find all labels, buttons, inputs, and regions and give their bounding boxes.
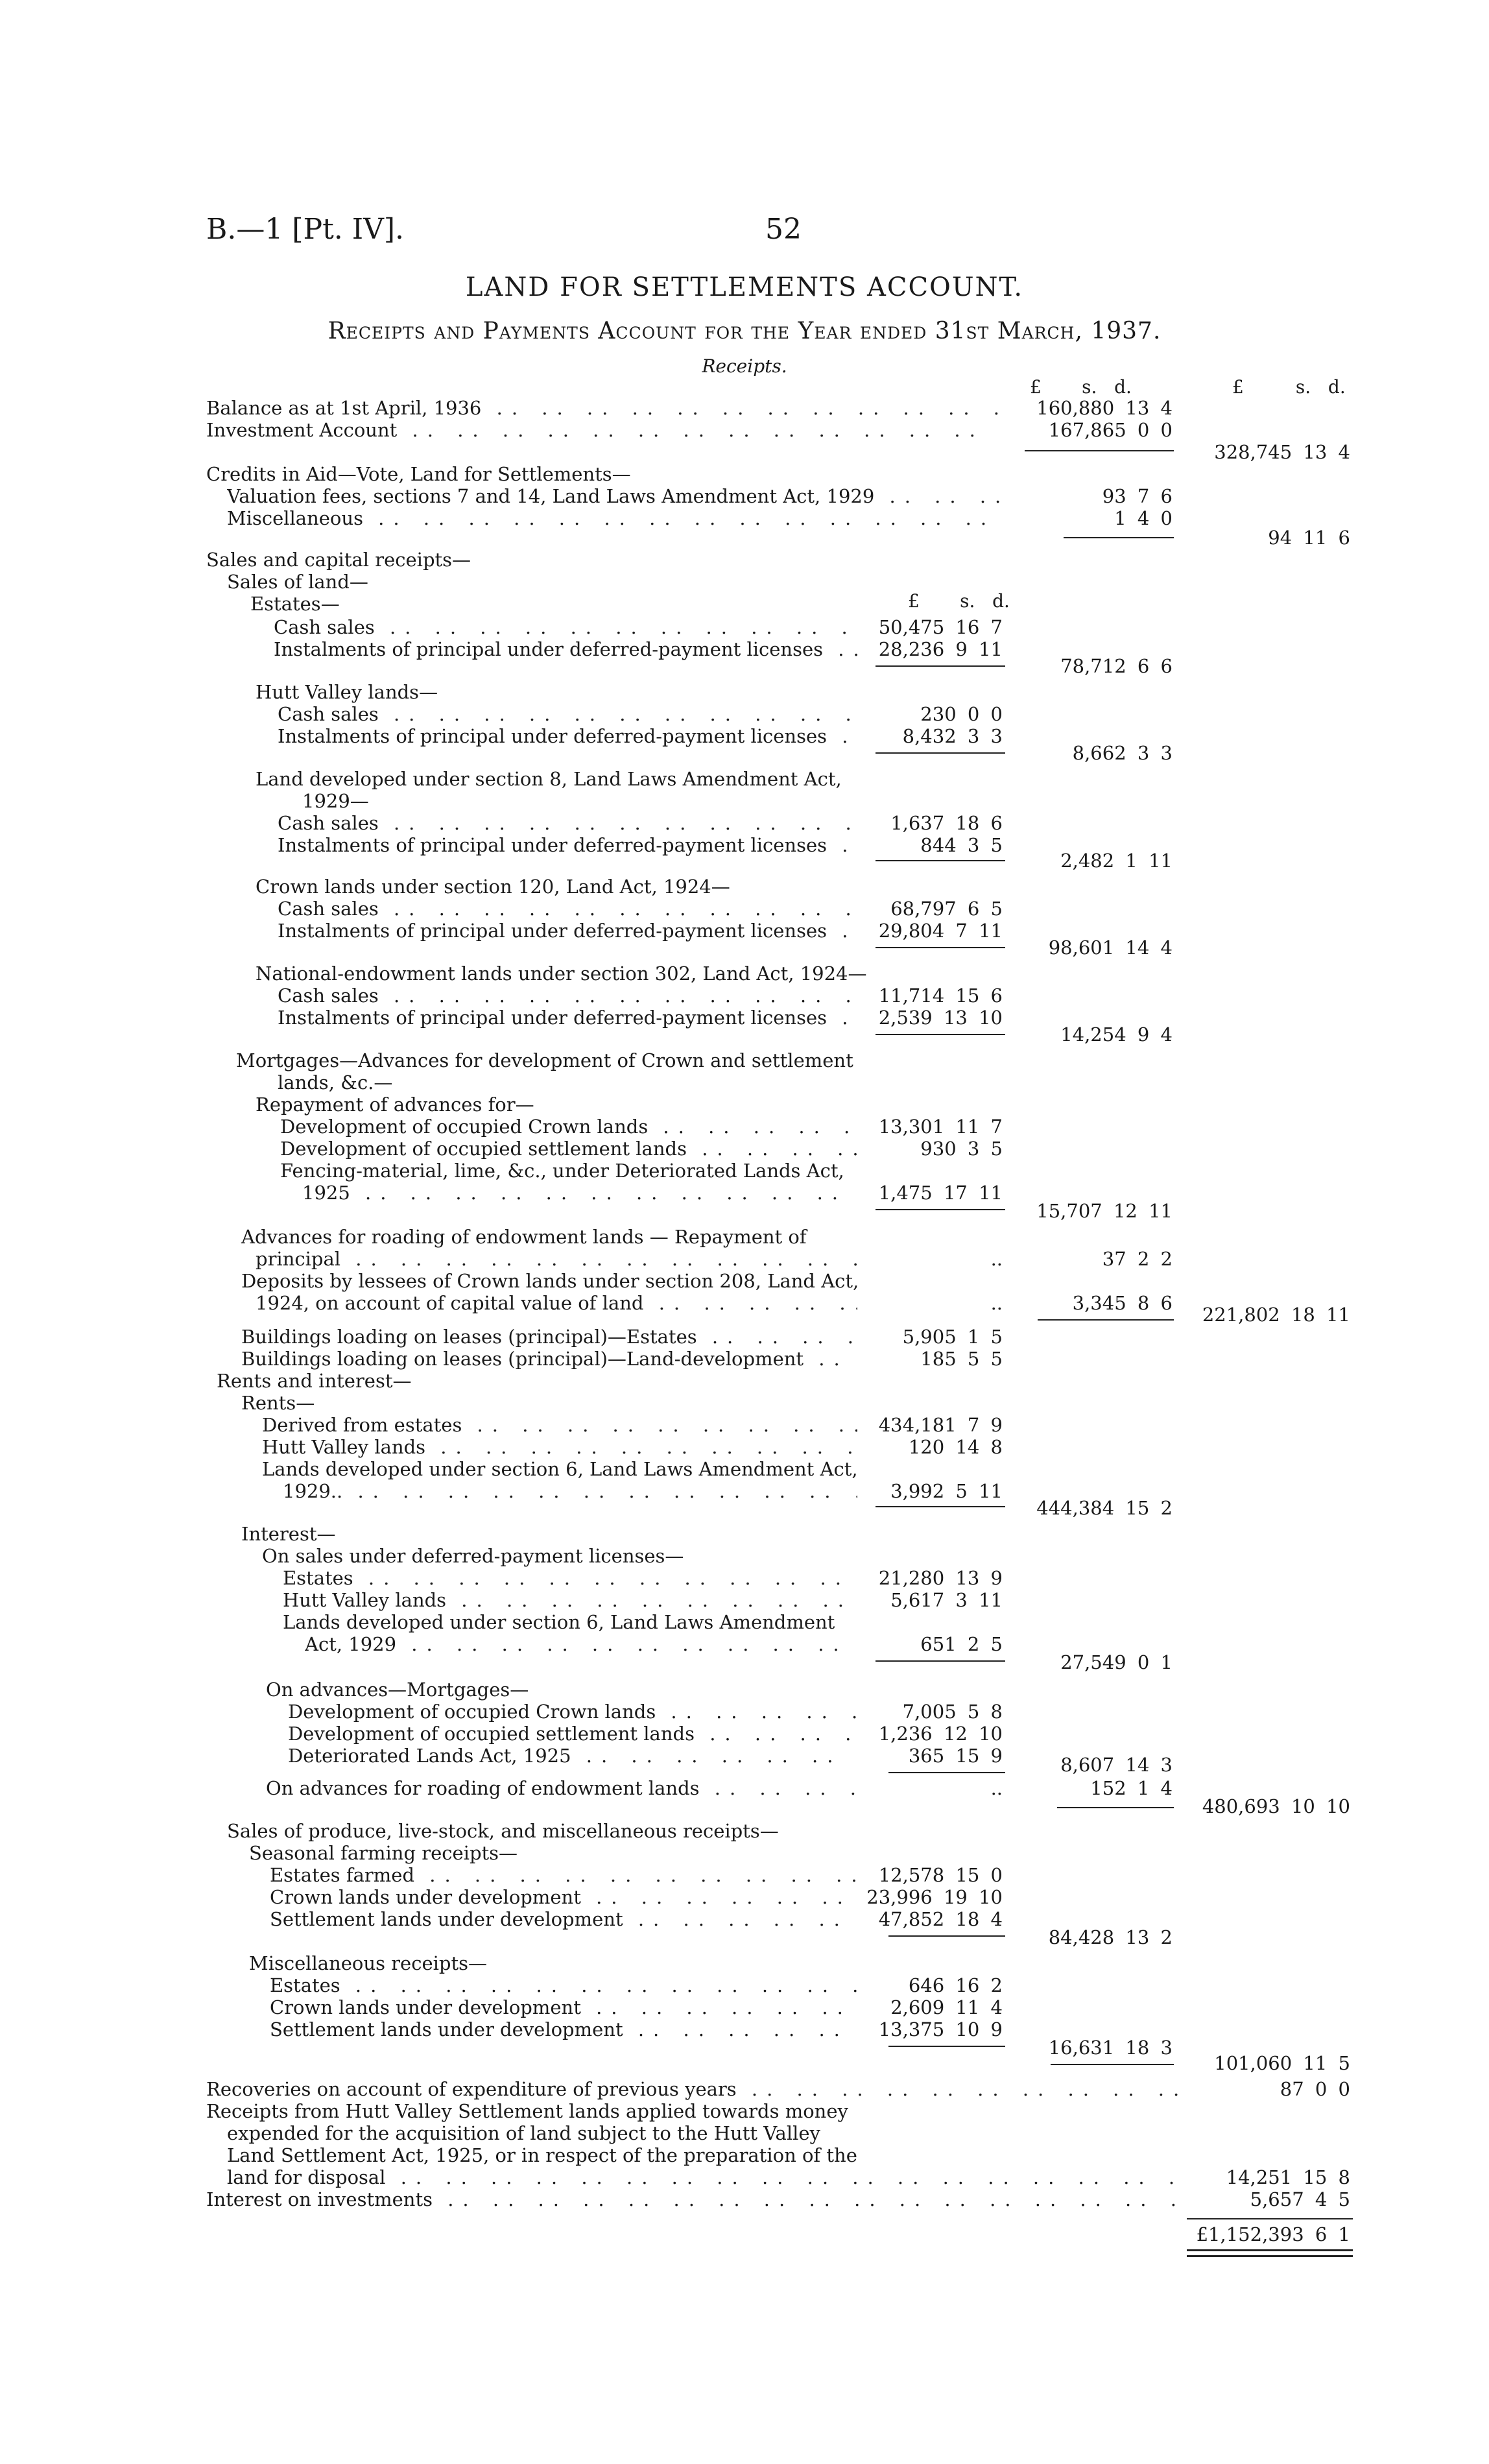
row-label: 1929.. .. .. (283, 1480, 857, 1502)
row-label: expended for the acquisition of land subject to the Hutt Valley (227, 2122, 820, 2144)
table-row (0, 1200, 1489, 1222)
row-label: Buildings loading on leases (principal)—Estates .. .. (241, 1326, 857, 1348)
table-row (0, 790, 1489, 812)
row-label: lands, &c.— (278, 1071, 393, 1094)
row-label: Miscellaneous .. .. (227, 507, 1001, 529)
amount-col1: 2,609 11 4 (890, 1996, 1003, 2018)
table-row (0, 1723, 1489, 1745)
table-row (0, 441, 1489, 463)
table-row (0, 2166, 1489, 2188)
table-row (0, 2100, 1489, 2122)
amount-col1: .. (990, 1248, 1003, 1270)
currency-heading-col2: £ s. d. (1030, 376, 1132, 398)
page-number: 52 (765, 213, 802, 246)
amount-col1: 12,578 15 0 (878, 1864, 1003, 1886)
page-title: LAND FOR SETTLEMENTS ACCOUNT. (465, 272, 1024, 302)
row-label: Sales and capital receipts— (206, 549, 471, 571)
amount-col2: 444,384 15 2 (1036, 1497, 1173, 1519)
amount-col1: 7,005 5 8 (902, 1701, 1003, 1723)
table-row (0, 1651, 1489, 1673)
row-label: Development of occupied Crown lands .. .. (288, 1701, 857, 1723)
amount-col1: .. (990, 1292, 1003, 1314)
table-row (0, 1545, 1489, 1567)
amount-col1: 3,992 5 11 (890, 1480, 1003, 1502)
table-row (0, 616, 1489, 638)
amount-col1: 11,714 15 6 (878, 985, 1003, 1007)
amount-col1: 13,301 11 7 (878, 1116, 1003, 1138)
row-label: Mortgages—Advances for development of Crown and settlement (236, 1049, 853, 1071)
table-row (0, 1754, 1489, 1776)
page-subtitle: Receipts and Payments Account for the Year ended 31st March, 1937. (328, 318, 1161, 344)
amount-col3: 480,693 10 10 (1202, 1795, 1350, 1817)
row-label: 1929— (302, 790, 369, 812)
amount-col2: 3,345 8 6 (1072, 1292, 1173, 1314)
row-label: 1925 .. .. (302, 1182, 857, 1204)
row-label: Instalments of principal under deferred-payment licenses .. .. (278, 920, 857, 942)
table-row (0, 1820, 1489, 1842)
amount-col2: 167,865 0 0 (1048, 419, 1173, 441)
table-row (0, 1974, 1489, 1996)
row-label: Instalments of principal under deferred-payment licenses .. .. (278, 725, 857, 747)
row-label: Development of occupied settlement lands .. .. (280, 1138, 857, 1160)
row-label: Sales of land— (227, 571, 368, 593)
row-label: Cash sales .. .. (278, 812, 857, 834)
amount-col1: 47,852 18 4 (878, 1908, 1003, 1930)
amount-col1: 5,905 1 5 (902, 1326, 1003, 1348)
amount-col2: 152 1 4 (1090, 1777, 1173, 1799)
table-row (0, 1567, 1489, 1589)
table-row (0, 593, 1489, 615)
table-row (0, 1071, 1489, 1094)
row-label: Miscellaneous receipts— (249, 1952, 487, 1974)
amount-col1: 13,375 10 9 (878, 2018, 1003, 2040)
amount-col1: 2,539 13 10 (878, 1007, 1003, 1029)
table-row (0, 397, 1489, 419)
row-label: Derived from estates .. .. (262, 1414, 857, 1436)
table-row (0, 1248, 1489, 1270)
row-label: Crown lands under section 120, Land Act, 1924— (256, 876, 730, 898)
table-row (0, 1436, 1489, 1458)
table-row (0, 1094, 1489, 1116)
amount-col1: 21,280 13 9 (878, 1567, 1003, 1589)
table-row (0, 1049, 1489, 1071)
grand-total: £1,152,393 6 1 (1196, 2223, 1350, 2245)
table-row (0, 485, 1489, 507)
row-label: Interest— (241, 1523, 336, 1545)
row-label: Valuation fees, sections 7 and 14, Land Laws Amendment Act, 1929 .. .. (227, 485, 1001, 507)
row-label: Credits in Aid—Vote, Land for Settlements— (206, 463, 631, 485)
amount-col2: 93 7 6 (1102, 485, 1173, 507)
row-label: Rents— (241, 1392, 315, 1414)
amount-col1: 23,996 19 10 (866, 1886, 1003, 1908)
currency-heading-col3: £ s. d. (1232, 376, 1346, 398)
table-row (0, 2052, 1489, 2074)
table-row (0, 1589, 1489, 1611)
row-label: Deteriorated Lands Act, 1925 .. .. (288, 1745, 857, 1767)
amount-col2: 15,707 12 11 (1036, 1200, 1173, 1222)
table-row (0, 1226, 1489, 1248)
amount-col2: 27,549 0 1 (1060, 1651, 1173, 1673)
row-label: Repayment of advances for— (256, 1094, 534, 1116)
table-row (0, 1996, 1489, 2018)
table-row (0, 507, 1489, 529)
amount-col1: 651 2 5 (920, 1633, 1003, 1655)
amount-col3: 87 0 0 (1280, 2078, 1350, 2100)
table-row (0, 1138, 1489, 1160)
amount-col3: 328,745 13 4 (1214, 441, 1350, 463)
table-row (0, 1414, 1489, 1436)
amount-col2: 14,254 9 4 (1060, 1023, 1173, 1046)
total-rule (1187, 2218, 1353, 2219)
row-label: land for disposal .. .. (227, 2166, 1179, 2188)
table-row (0, 963, 1489, 985)
row-label: Development of occupied Crown lands .. .. (280, 1116, 857, 1138)
amount-col1: .. (990, 1777, 1003, 1799)
row-label: Lands developed under section 6, Land Laws Amendment (283, 1611, 835, 1633)
row-label: Crown lands under development .. .. (270, 1996, 857, 2018)
table-row (0, 1864, 1489, 1886)
row-label: On sales under deferred-payment licenses— (262, 1545, 684, 1567)
table-row (0, 850, 1489, 872)
amount-col1: 29,804 7 11 (878, 920, 1003, 942)
table-row (0, 1842, 1489, 1864)
amount-col2: 8,607 14 3 (1060, 1754, 1173, 1776)
amount-col1: 120 14 8 (908, 1436, 1003, 1458)
row-label: Investment Account .. .. (206, 419, 1001, 441)
table-row (0, 2078, 1489, 2100)
table-row (0, 1886, 1489, 1908)
row-label: Seasonal farming receipts— (249, 1842, 518, 1864)
table-row (0, 1116, 1489, 1138)
amount-col2: 16,631 18 3 (1048, 2037, 1173, 2059)
row-label: On advances—Mortgages— (266, 1679, 529, 1701)
table-row (0, 1370, 1489, 1392)
table-row (0, 463, 1489, 485)
section-heading: Receipts. (702, 355, 787, 377)
row-label: Crown lands under development .. .. (270, 1886, 857, 1908)
row-label: Estates .. .. (270, 1974, 857, 1996)
row-label: Instalments of principal under deferred-payment licenses .. .. (274, 638, 857, 660)
row-label: Cash sales .. .. (274, 616, 857, 638)
table-row (0, 681, 1489, 703)
row-label: Hutt Valley lands— (256, 681, 438, 703)
table-row (0, 1497, 1489, 1519)
row-label: Settlement lands under development .. .. (270, 1908, 857, 1930)
row-label: Fencing-material, lime, &c., under Deteriorated Lands Act, (280, 1160, 844, 1182)
row-label: Land developed under section 8, Land Laws Amendment Act, (256, 768, 842, 790)
amount-col1: 1,637 18 6 (890, 812, 1003, 834)
amount-col1: 930 3 5 (920, 1138, 1003, 1160)
table-row (0, 937, 1489, 959)
row-label: Instalments of principal under deferred-payment licenses .. .. (278, 1007, 857, 1029)
row-label: 1924, on account of capital value of land .. .. (256, 1292, 857, 1314)
table-row (0, 549, 1489, 571)
amount-col2: 84,428 13 2 (1048, 1926, 1173, 1948)
row-label: Buildings loading on leases (principal)—Land-development .. .. (241, 1348, 857, 1370)
row-label: National-endowment lands under section 302, Land Act, 1924— (256, 963, 867, 985)
amount-col2: 2,482 1 11 (1060, 850, 1173, 872)
amount-col2: 98,601 14 4 (1048, 937, 1173, 959)
row-label: Recoveries on account of expenditure of previous years .. .. (206, 2078, 1179, 2100)
table-row (0, 1270, 1489, 1292)
row-label: principal .. .. (256, 1248, 857, 1270)
table-row (0, 1392, 1489, 1414)
amount-col1: 230 0 0 (920, 703, 1003, 725)
table-row (0, 768, 1489, 790)
table-row (0, 898, 1489, 920)
amount-col3: 5,657 4 5 (1250, 2188, 1350, 2210)
row-label: Advances for roading of endowment lands — Repayment of (241, 1226, 807, 1248)
table-row (0, 1023, 1489, 1046)
amount-col2: 37 2 2 (1102, 1248, 1173, 1270)
table-row (0, 1679, 1489, 1701)
amount-col1: 1,236 12 10 (878, 1723, 1003, 1745)
table-row (0, 2144, 1489, 2166)
amount-col1: 646 16 2 (908, 1974, 1003, 1996)
amount-col2: 160,880 13 4 (1036, 397, 1173, 419)
amount-col3: 14,251 15 8 (1226, 2166, 1350, 2188)
amount-col1: 50,475 16 7 (878, 616, 1003, 638)
table-row (0, 1701, 1489, 1723)
table-row (0, 985, 1489, 1007)
table-row (0, 1160, 1489, 1182)
amount-col1: 434,181 7 9 (878, 1414, 1003, 1436)
table-row (0, 1348, 1489, 1370)
amount-col1: 1,475 17 11 (878, 1182, 1003, 1204)
grand-total-double-rule (1187, 2249, 1353, 2257)
row-label: Receipts from Hutt Valley Settlement lands applied towards money (206, 2100, 848, 2122)
table-row (0, 703, 1489, 725)
amount-col1: 28,236 9 11 (878, 638, 1003, 660)
table-row (0, 1326, 1489, 1348)
amount-col1: 185 5 5 (920, 1348, 1003, 1370)
table-row (0, 1304, 1489, 1326)
amount-col2: 78,712 6 6 (1060, 655, 1173, 677)
document-reference: B.—1 [Pt. IV]. (206, 213, 405, 246)
row-label: Land Settlement Act, 1925, or in respect of the preparation of the (227, 2144, 857, 2166)
table-row (0, 812, 1489, 834)
amount-col1: 5,617 3 11 (890, 1589, 1003, 1611)
row-label: On advances for roading of endowment lands .. .. (266, 1777, 857, 1799)
amount-col2: 1 4 0 (1114, 507, 1173, 529)
row-label: Development of occupied settlement lands .. .. (288, 1723, 857, 1745)
row-label: Estates .. .. (283, 1567, 857, 1589)
table-row (0, 655, 1489, 677)
table-row (0, 2122, 1489, 2144)
table-row (0, 1926, 1489, 1948)
amount-col1: 365 15 9 (908, 1745, 1003, 1767)
row-label: Settlement lands under development .. .. (270, 2018, 857, 2040)
row-label: Hutt Valley lands .. .. (262, 1436, 857, 1458)
table-row (0, 1795, 1489, 1817)
table-row (0, 1458, 1489, 1480)
table-row (0, 1611, 1489, 1633)
amount-col1: 8,432 3 3 (902, 725, 1003, 747)
table-row (0, 876, 1489, 898)
table-row (0, 1952, 1489, 1974)
row-label: Instalments of principal under deferred-payment licenses .. .. (278, 834, 857, 856)
row-label: Interest on investments .. .. (206, 2188, 1179, 2210)
row-label: Hutt Valley lands .. .. (283, 1589, 857, 1611)
row-label: Rents and interest— (217, 1370, 412, 1392)
table-row (0, 2223, 1489, 2245)
row-label: Cash sales .. .. (278, 898, 857, 920)
row-label: Balance as at 1st April, 1936 .. .. (206, 397, 1001, 419)
row-label: Lands developed under section 6, Land Laws Amendment Act, (262, 1458, 858, 1480)
amount-col3: 221,802 18 11 (1202, 1304, 1350, 1326)
table-row (0, 527, 1489, 549)
row-label: Sales of produce, live-stock, and miscellaneous receipts— (227, 1820, 779, 1842)
row-label: Cash sales .. .. (278, 985, 857, 1007)
table-row (0, 742, 1489, 764)
amount-col1: 68,797 6 5 (890, 898, 1003, 920)
table-row (0, 2188, 1489, 2210)
row-label: Estates farmed .. .. (270, 1864, 857, 1886)
table-row (0, 1523, 1489, 1545)
row-label: Cash sales .. .. (278, 703, 857, 725)
row-label: Estates— (250, 593, 340, 615)
currency-heading-col1: £ s. d. (908, 590, 1010, 612)
row-label: Act, 1929 .. .. (305, 1633, 857, 1655)
amount-col1: 844 3 5 (920, 834, 1003, 856)
table-row (0, 419, 1489, 441)
amount-col2: 8,662 3 3 (1072, 742, 1173, 764)
table-row (0, 571, 1489, 593)
row-label: Deposits by lessees of Crown lands under section 208, Land Act, (241, 1270, 859, 1292)
amount-col3: 101,060 11 5 (1214, 2052, 1350, 2074)
amount-col3: 94 11 6 (1268, 527, 1350, 549)
